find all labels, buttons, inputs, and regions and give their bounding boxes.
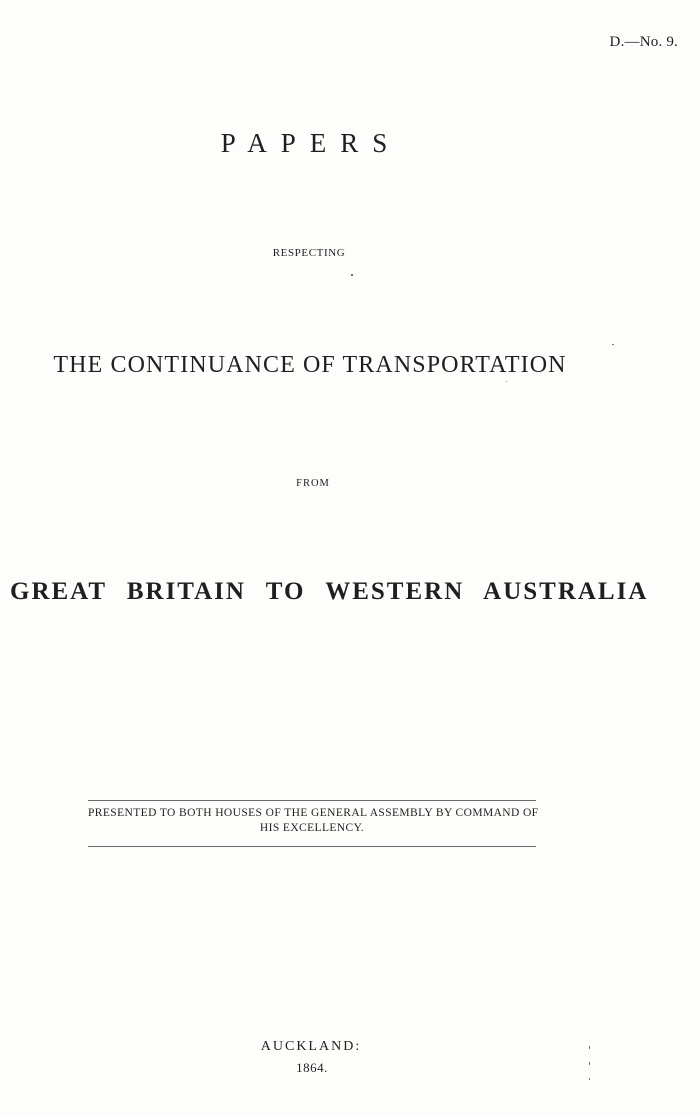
- presentation-statement: [88, 806, 539, 836]
- route-title: GREAT BRITAIN TO WESTERN AUSTRALIA: [10, 578, 649, 605]
- paper-speck: [589, 1062, 590, 1065]
- top-rule: [88, 800, 536, 801]
- paper-speck: [589, 1046, 590, 1049]
- main-title: PAPERS: [220, 128, 402, 158]
- paper-speck: [612, 344, 614, 345]
- document-number: D.—No. 9.: [609, 34, 678, 50]
- paper-speck: [589, 1078, 590, 1080]
- presentation-line-1: PRESENTED TO BOTH HOUSES OF THE GENERAL ASSEMBLY BY COMMAND OF: [88, 807, 539, 819]
- paper-speck: [506, 381, 507, 382]
- from-label: FROM: [296, 478, 330, 489]
- presentation-line-2: HIS EXCELLENCY.: [259, 822, 365, 834]
- subject-title: THE CONTINUANCE OF TRANSPORTATION: [53, 352, 567, 378]
- respecting-label: RESPECTING: [272, 247, 346, 259]
- bottom-rule: [88, 846, 536, 847]
- imprint-year: 1864.: [296, 1060, 328, 1075]
- imprint-place: AUCKLAND:: [260, 1039, 362, 1054]
- ink-dot: [351, 274, 353, 276]
